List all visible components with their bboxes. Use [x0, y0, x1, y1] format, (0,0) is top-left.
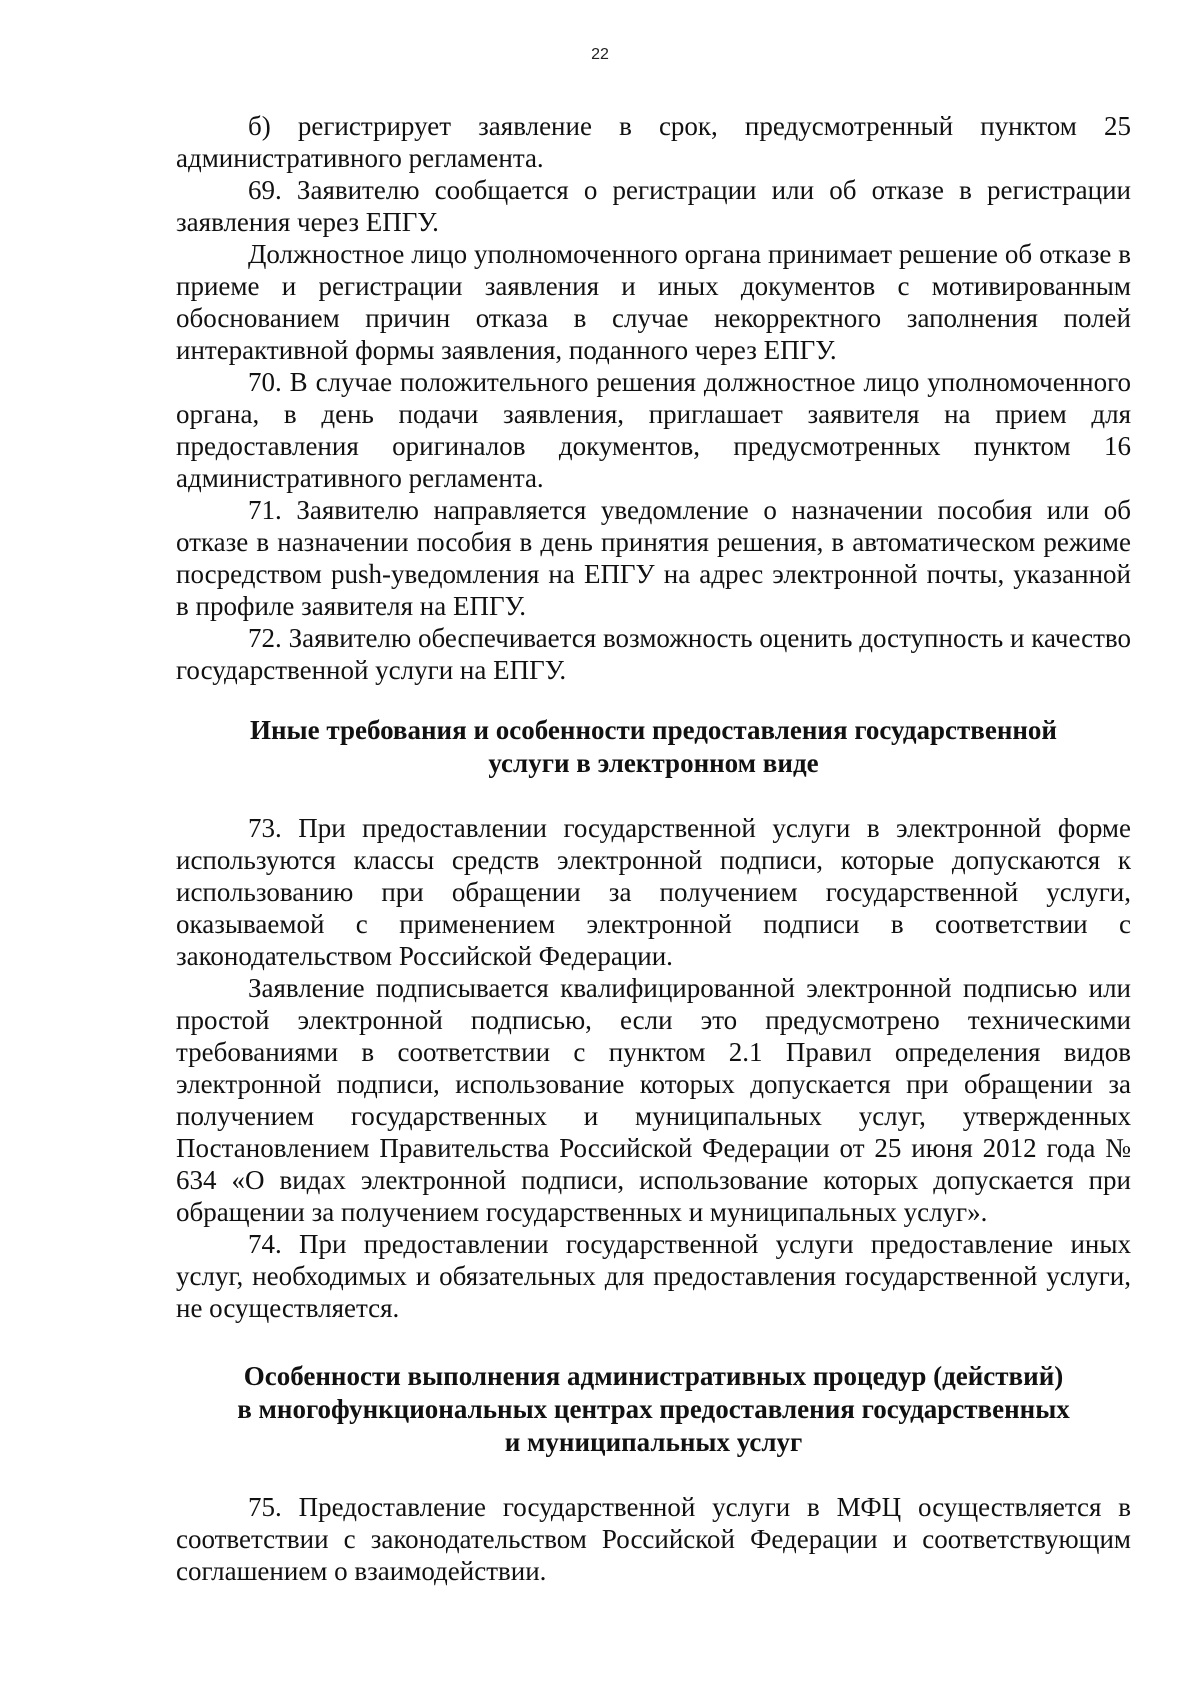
paragraph-73: 73. При предоставлении государственной услуги в электронной форме используются классы средств электронной подписи, которые допускаются к использованию при обращении за получением государственной услуги, оказываемой с применением электронной подписи в соответствии с законодательством Российской Федерации.	[176, 813, 1131, 971]
section-heading-electronic	[176, 714, 1131, 780]
paragraph-b: б) регистрирует заявление в срок, предусмотренный пунктом 25 административного регламента.	[176, 111, 1131, 173]
section-heading-mfc	[176, 1360, 1131, 1459]
paragraph-69-refusal: Должностное лицо уполномоченного органа принимает решение об отказе в приеме и регистрации заявления и иных документов с мотивированным обоснованием причин отказа в случае некорректного заполнения полей интерактивной формы заявления, поданного через ЕПГУ.	[176, 239, 1131, 365]
paragraph-73-signature: Заявление подписывается квалифицированной электронной подписью или простой электронной подписью, если это предусмотрено техническими требованиями в соответствии с пунктом 2.1 Правил определения видов электронной подписи, использование которых допускается при обращении за получением государственных и муниципальных услуг, утвержденных Постановлением Правительства Российской Федерации от 25 июня 2012 года № 634 «О видах электронной подписи, использование которых допускается при обращении за получением государственных и муниципальных услуг».	[176, 973, 1131, 1227]
document-body	[176, 110, 1131, 1587]
section-heading-line: услуги в электронном виде	[488, 748, 819, 778]
paragraph-74: 74. При предоставлении государственной услуги предоставление иных услуг, необходимых и обязательных для предоставления государственной услуги, не осуществляется.	[176, 1229, 1131, 1323]
section-heading-line: в многофункциональных центрах предоставления государственных	[237, 1394, 1070, 1424]
section-heading-line: и муниципальных услуг	[504, 1427, 803, 1457]
paragraph-72: 72. Заявителю обеспечивается возможность оценить доступность и качество государственной услуги на ЕПГУ.	[176, 623, 1131, 685]
paragraph-75: 75. Предоставление государственной услуги в МФЦ осуществляется в соответствии с законодательством Российской Федерации и соответствующим соглашением о взаимодействии.	[176, 1492, 1131, 1586]
paragraph-71: 71. Заявителю направляется уведомление о назначении пособия или об отказе в назначении пособия в день принятия решения, в автоматическом режиме посредством push-уведомления на ЕПГУ на адрес электронной почты, указанной в профиле заявителя на ЕПГУ.	[176, 495, 1131, 621]
section-heading-line: Иные требования и особенности предоставления государственной	[249, 715, 1057, 745]
page-number: 22	[591, 46, 609, 63]
section-heading-line: Особенности выполнения административных процедур (действий)	[243, 1361, 1064, 1391]
paragraph-69: 69. Заявителю сообщается о регистрации или об отказе в регистрации заявления через ЕПГУ.	[176, 175, 1131, 237]
paragraph-70: 70. В случае положительного решения должностное лицо уполномоченного органа, в день подачи заявления, приглашает заявителя на прием для предоставления оригиналов документов, предусмотренных пунктом 16 административного регламента.	[176, 367, 1131, 493]
